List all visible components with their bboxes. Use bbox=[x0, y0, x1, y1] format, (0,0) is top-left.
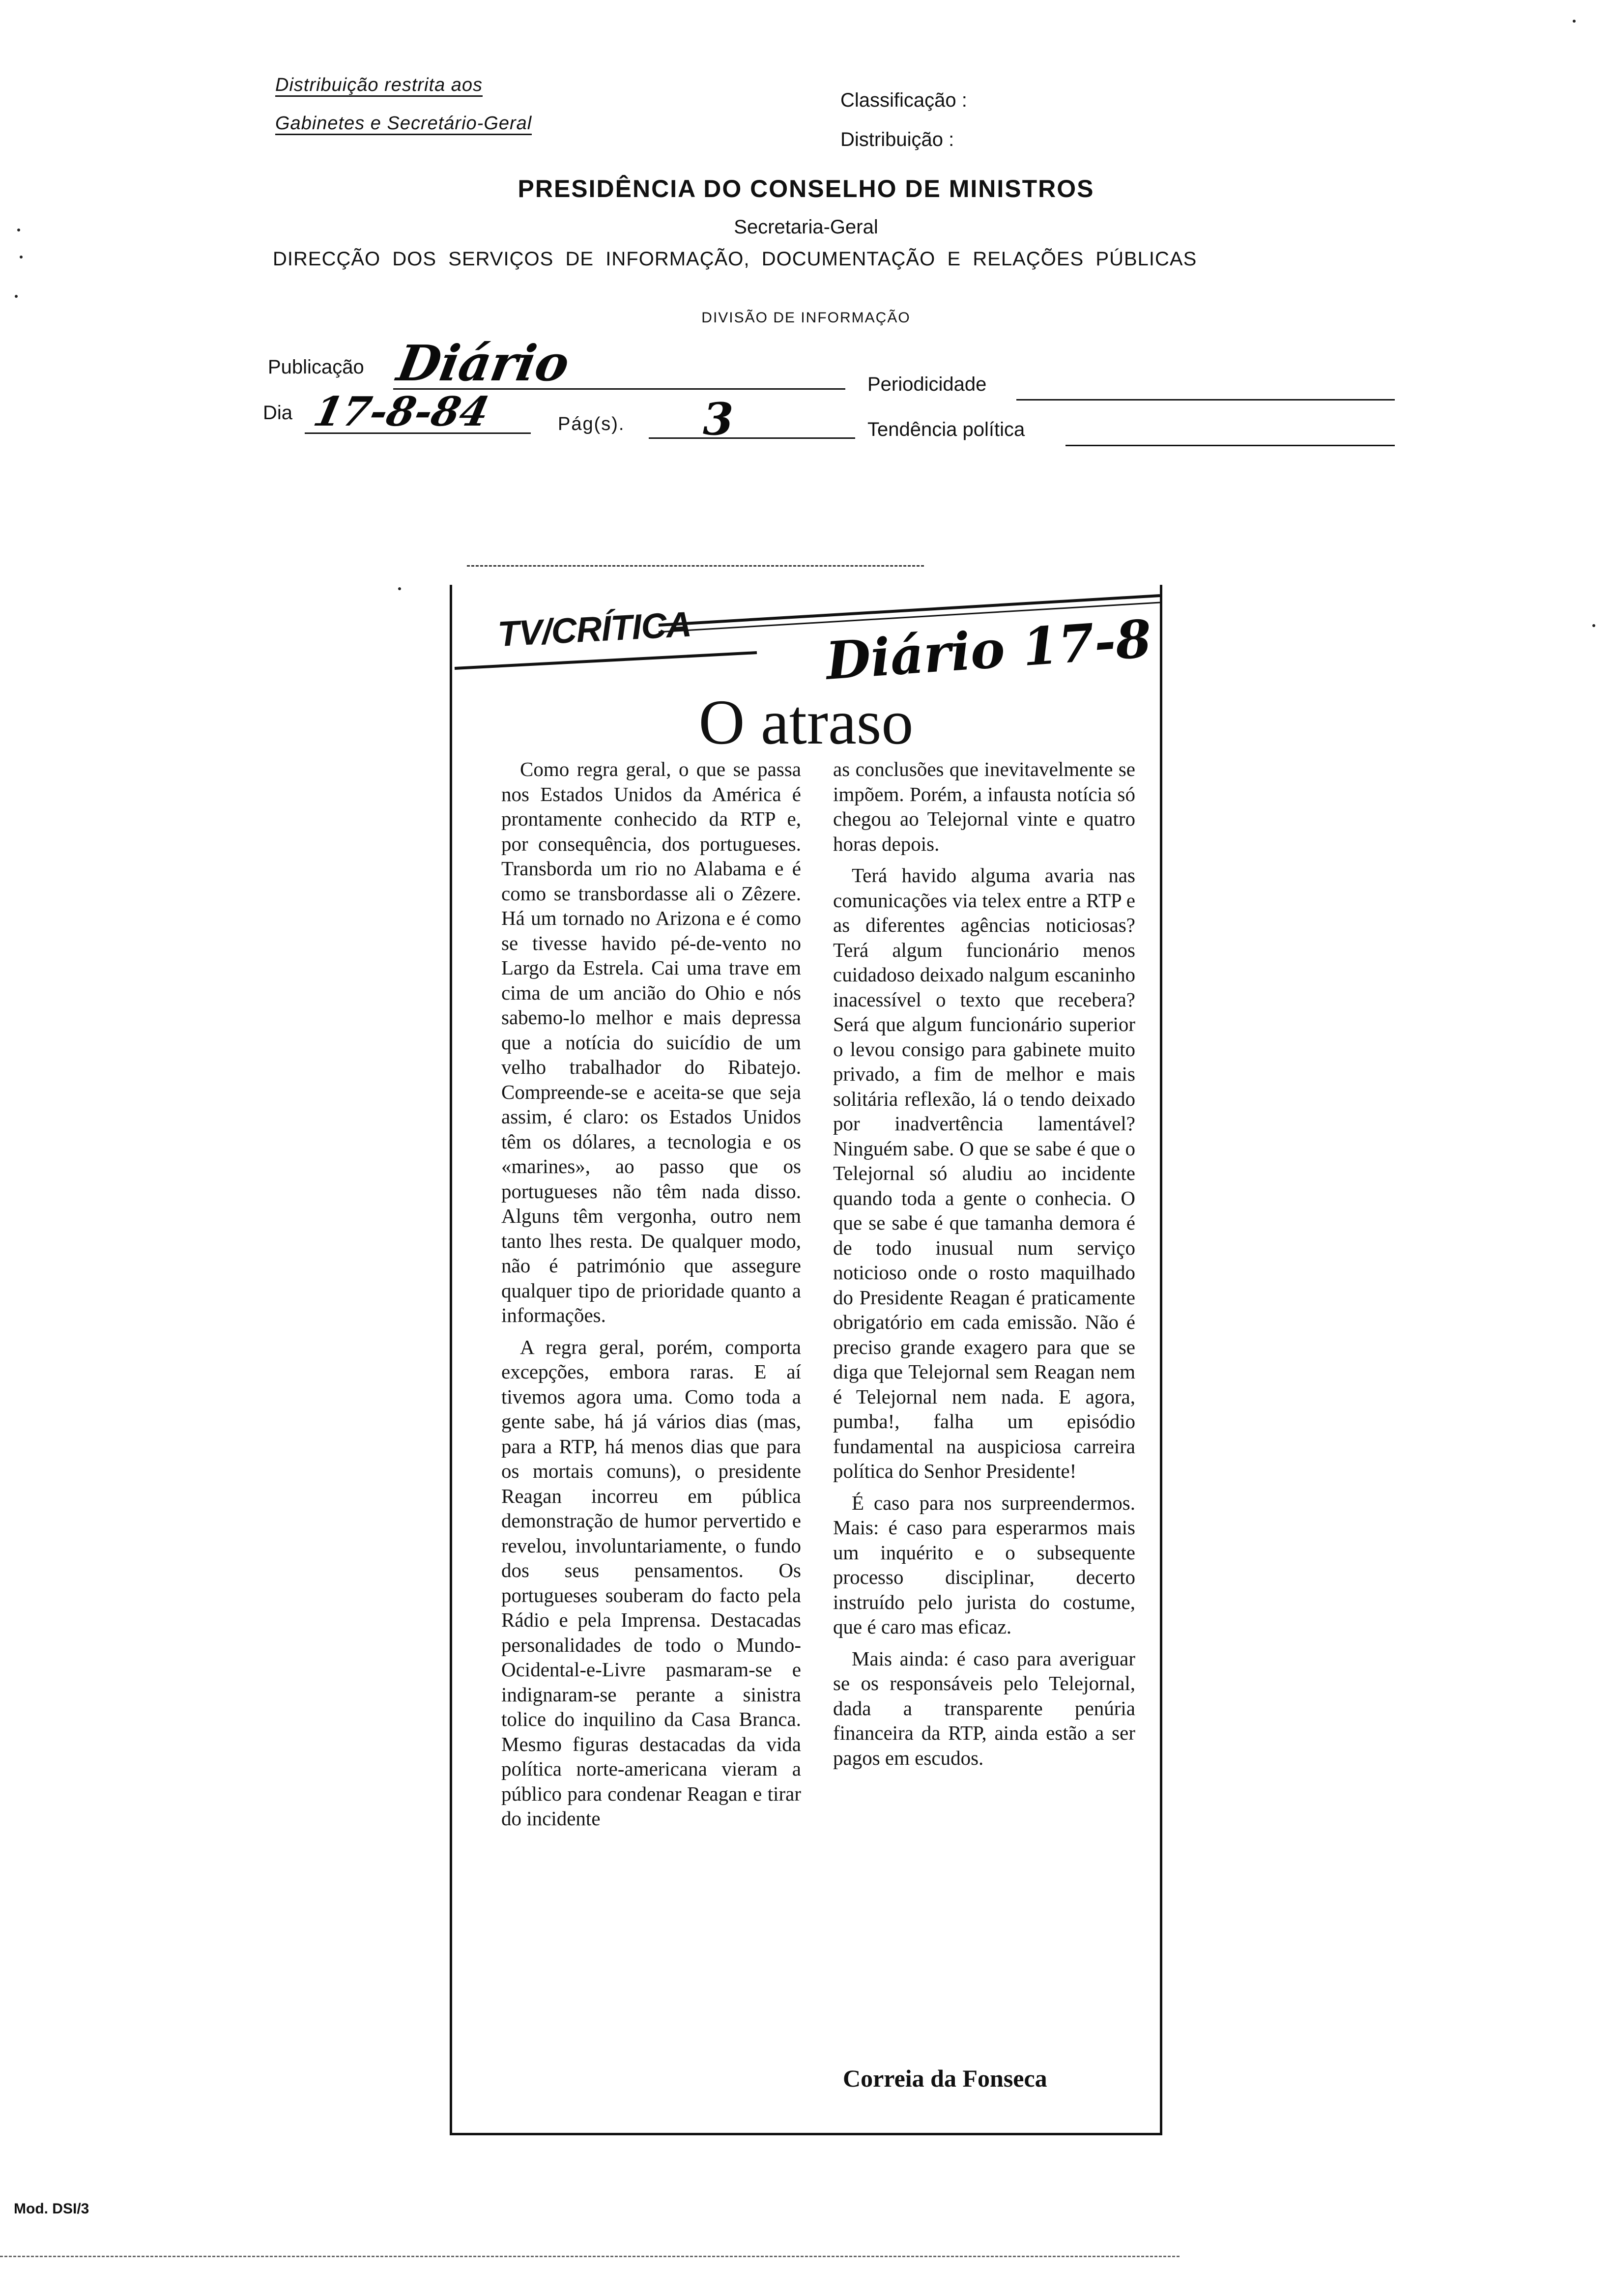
presidency-title: PRESIDÊNCIA DO CONSELHO DE MINISTROS bbox=[518, 175, 1094, 202]
article-title: O atraso bbox=[698, 687, 914, 758]
form-model-code: Mod. DSI/3 bbox=[14, 2201, 89, 2217]
pags-underline bbox=[649, 437, 855, 439]
scan-speck bbox=[398, 587, 401, 590]
paragraph: A regra geral, porém, comporta excepções, embora raras. E aí tivemos agora uma. Como toda a gente sabe, há já vários dias (mas, para a RTP, há menos dias que para os mortais comuns), o presidente Reagan incorreu em pública demonstração de humor pervertido e revelou, involuntariamente, o fundo dos seus pensamentos. Os portugueses souberam do facto pela Rádio e pela Imprensa. Destacadas personalidades de todo o Mundo-Ocidental-e-Livre pasmaram-se e indignaram-se perante a sinistra tolice do inquilino da Casa Branca. Mesmo figuras destacadas da vida política norte-americana vieram a público para condenar Reagan e tirar do incidente bbox=[501, 1335, 801, 1830]
newspaper-clipping bbox=[450, 585, 1162, 2135]
periodicidade-label: Periodicidade bbox=[867, 373, 987, 395]
pags-value: 3 bbox=[703, 393, 734, 445]
paragraph: Mais ainda: é caso para averiguar se os responsáveis pelo Telejornal, dada a transparente penúria financeira da RTP, ainda estão a ser pagos em escudos. bbox=[833, 1647, 1135, 1769]
dia-value: 17-8-84 bbox=[309, 388, 493, 435]
publicacao-value: Diário bbox=[393, 334, 574, 392]
direccao-line: DIRECÇÃO DOS SERVIÇOS DE INFORMAÇÃO, DOCUMENTAÇÃO E RELAÇÕES PÚBLICAS bbox=[273, 248, 1197, 270]
scan-speck bbox=[17, 229, 20, 231]
scan-speck bbox=[15, 295, 18, 298]
tendencia-underline bbox=[1065, 445, 1395, 446]
dia-underline bbox=[305, 432, 531, 434]
tendencia-label: Tendência política bbox=[867, 419, 1025, 440]
author-byline: Correia da Fonseca bbox=[843, 2065, 1047, 2092]
article-column-1 bbox=[501, 757, 801, 1831]
distribuicao-label: Distribuição : bbox=[840, 129, 954, 150]
publicacao-label: Publicação bbox=[268, 356, 364, 378]
scan-speck bbox=[1592, 624, 1595, 627]
paragraph: Terá havido alguma avaria nas comunicações via telex entre a RTP e as diferentes agências noticiosas? Terá algum funcionário menos cuidadoso deixado nalgum escaninho inacessível o texto que recebera? Será que algum funcionário superior o levou consigo para gabinete muito privado, a fim de melhor e mais solitária reflexão, lá o tendo deixado por inadvertência lamentável? Ninguém sabe. O que se sabe é que o Telejornal só aludiu ao incidente quando toda a gente o conhecia. O que se sabe é que tamanha demora é de todo inusual num serviço noticioso onde o rosto maquilhado do Presidente Reagan é praticamente obrigatório em cada emissão. Não é preciso grande exagero para que se diga que Telejornal sem Reagan nem é Telejornal nem nada. E agora, pumba!, falha um episódio fundamental na auspiciosa carreira política do Senhor Presidente! bbox=[833, 864, 1135, 1482]
article-column-2 bbox=[833, 757, 1135, 1770]
divisao-informacao: DIVISÃO DE INFORMAÇÃO bbox=[701, 310, 911, 326]
pags-label: Pág(s). bbox=[558, 414, 625, 434]
handwritten-annotation: Diário 17-8 bbox=[824, 608, 1154, 691]
paragraph: É caso para nos surpreendermos. Mais: é caso para esperarmos mais um inquérito e o subsequente processo disciplinar, decerto instruído pelo jurista do costume, que é caro mas eficaz. bbox=[833, 1491, 1135, 1638]
clipping-top-edge bbox=[467, 565, 924, 567]
bottom-edge-marks bbox=[0, 2256, 1180, 2257]
secretaria-geral: Secretaria-Geral bbox=[734, 216, 878, 238]
restricted-distribution-line-2: Gabinetes e Secretário-Geral bbox=[275, 113, 532, 134]
classificacao-label: Classificação : bbox=[840, 89, 967, 111]
scan-speck bbox=[20, 256, 23, 258]
scan-speck bbox=[1573, 20, 1576, 23]
periodicidade-underline bbox=[1016, 399, 1395, 401]
restricted-distribution-line-1: Distribuição restrita aos bbox=[275, 75, 483, 96]
paragraph: as conclusões que inevitavelmente se impõem. Porém, a infausta notícia só chegou ao Telejornal vinte e quatro horas depois. bbox=[833, 758, 1135, 855]
section-heading: TV/CRÍTICA bbox=[496, 604, 692, 655]
paragraph: Como regra geral, o que se passa nos Estados Unidos da América é prontamente conhecido da RTP e, por consequência, dos portugueses. Transborda um rio no Alabama e é como se transbordasse ali o Zêzere. Há um tornado no Arizona e é como se tivesse havido pé-de-vento no Largo da Estrela. Cai uma trave em cima de um ancião do Ohio e nós sabemo-lo melhor e mais depressa que a notícia do suicídio de um velho trabalhador do Ribatejo. Compreende-se e aceita-se que seja assim, é claro: os Estados Unidos têm os dólares, a tecnologia e os «marines», ao passo que os portugueses não têm nada disso. Alguns têm vergonha, outro nem tanto lhes resta. De qualquer modo, não é património que assegure qualquer tipo de prioridade quanto a informações. bbox=[501, 758, 801, 1326]
dia-label: Dia bbox=[263, 402, 293, 424]
